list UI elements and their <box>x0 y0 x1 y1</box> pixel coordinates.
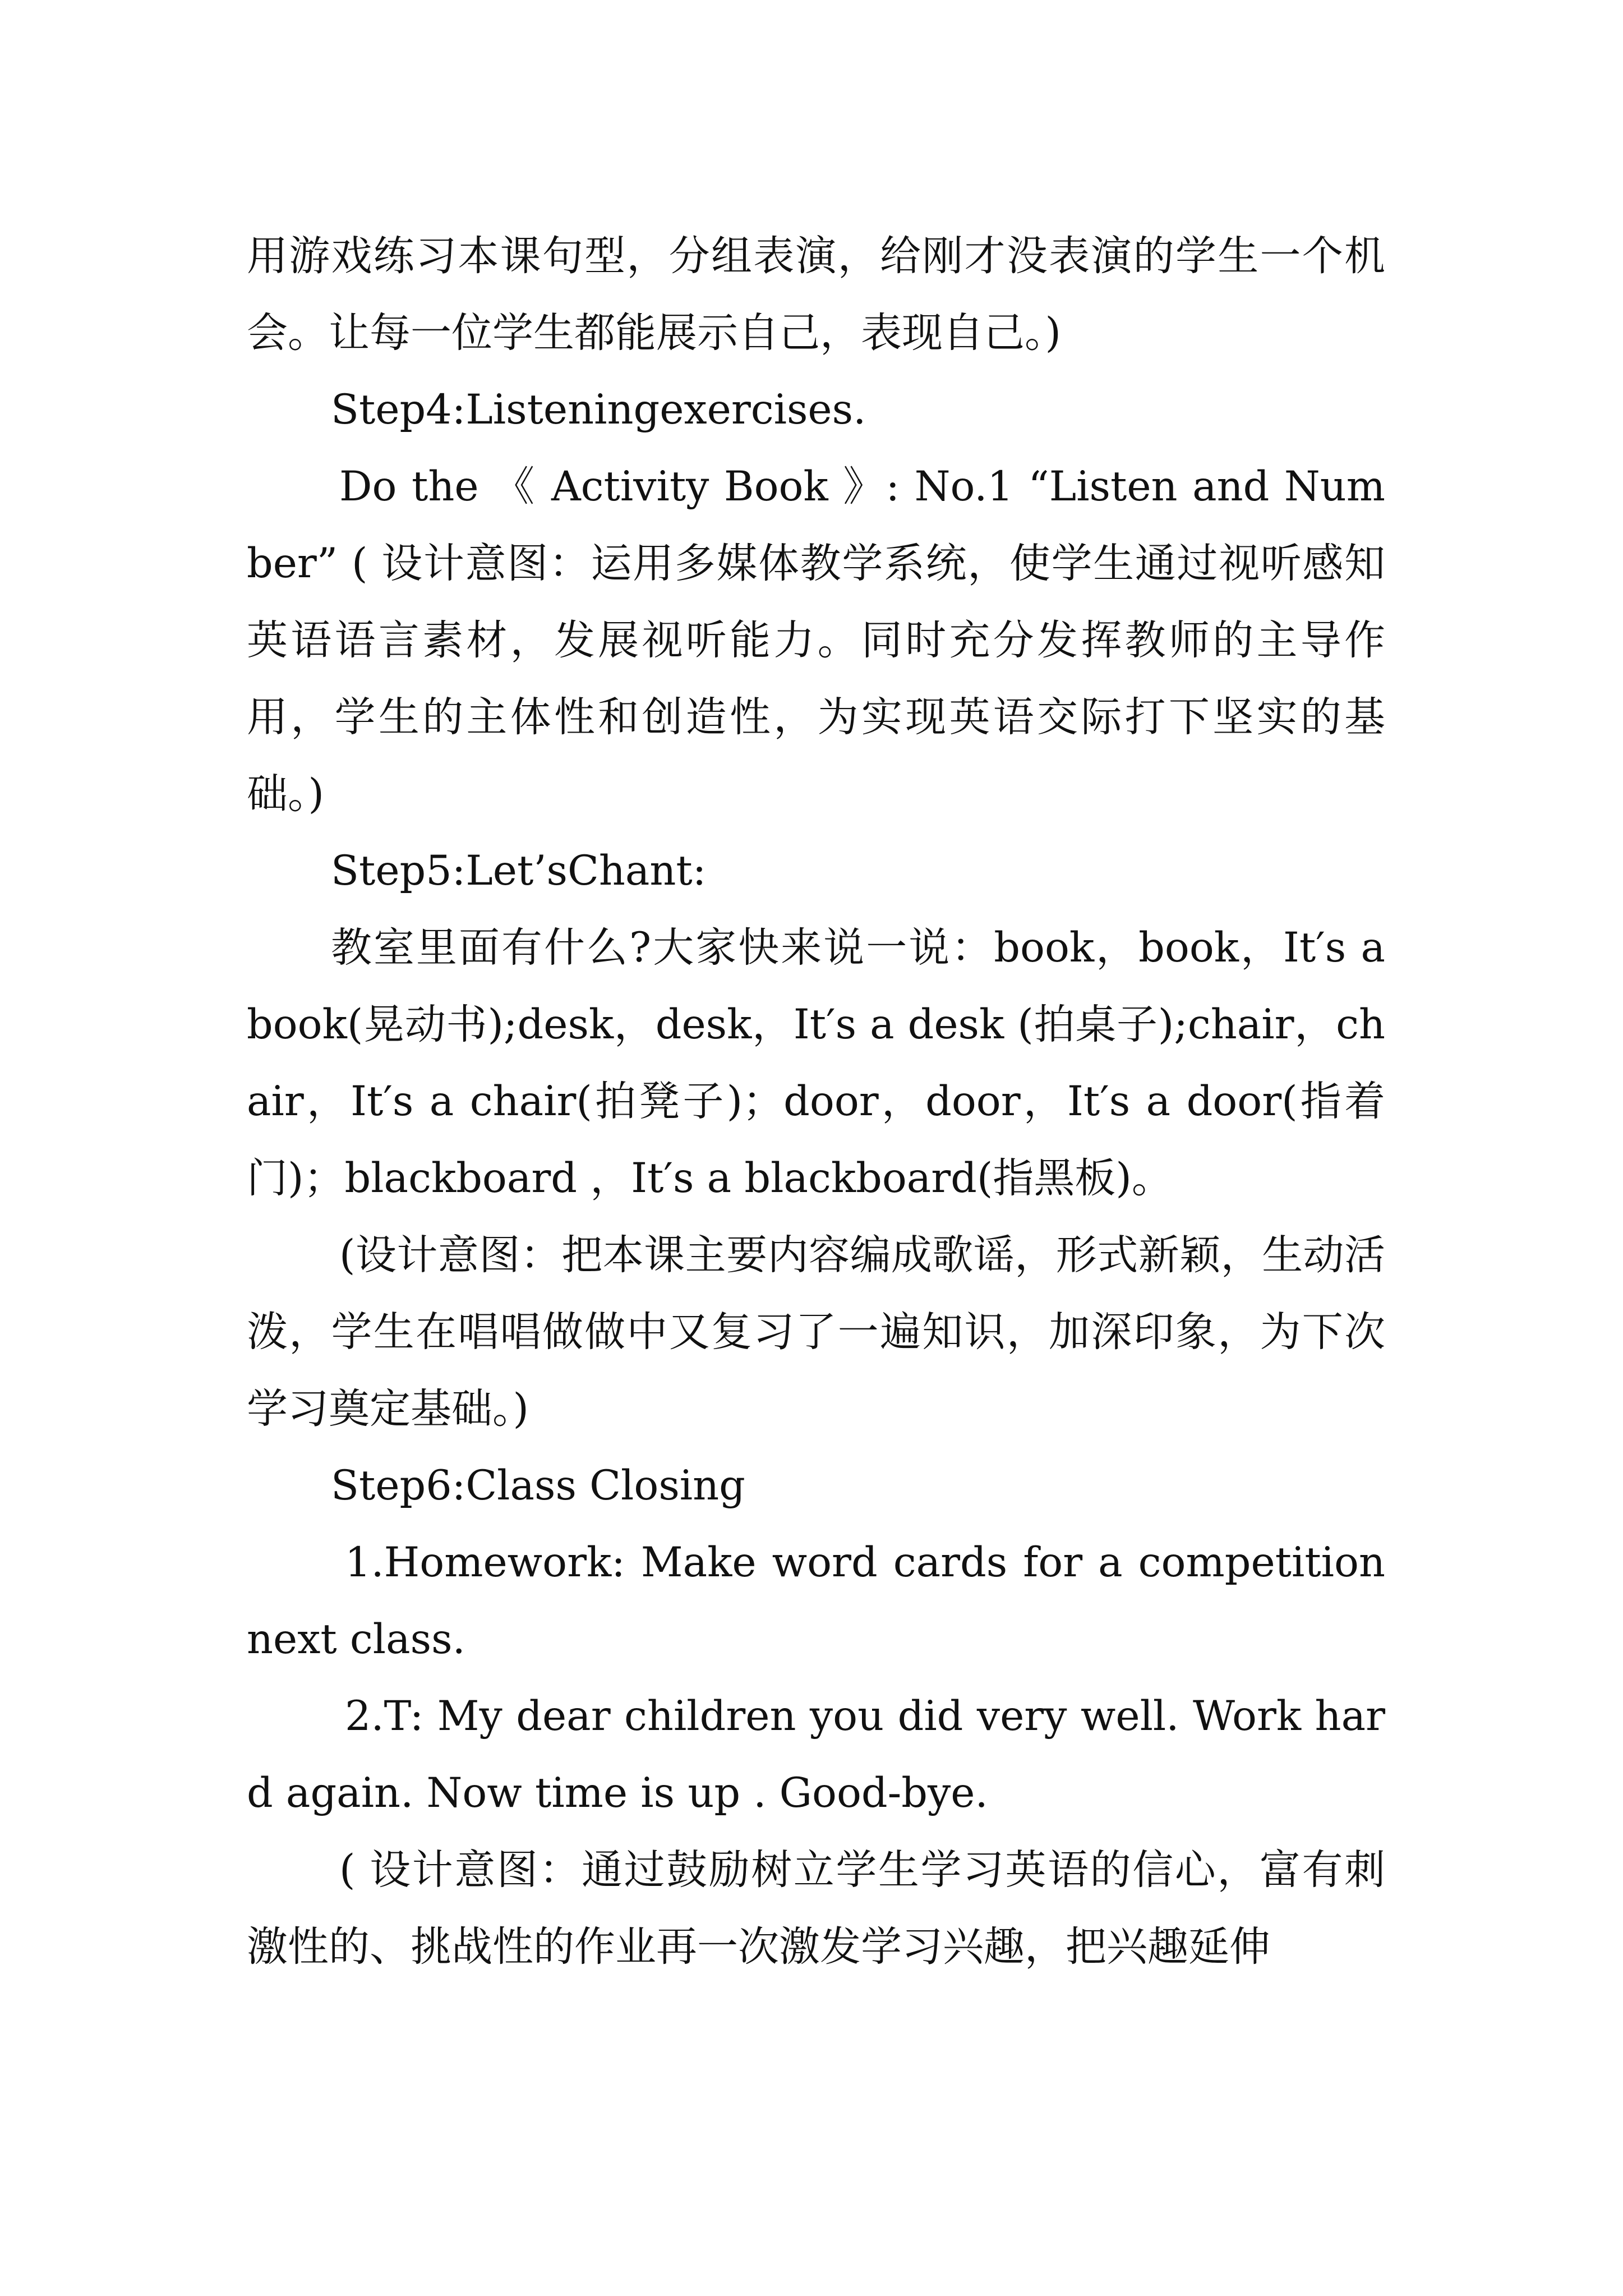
paragraph-chant: 教室里面有什么?大家快来说一说：book，book，It′s a book(晃动书);desk，desk，It′s a desk (拍桌子);chair，chair，It′s a chair(拍凳子)；door，door，It′s a door(指着门)；blackboard ，It′s a blackboard(指黑板)。 <box>247 924 1385 1202</box>
paragraph-closing-design: ( 设计意图：通过鼓励树立学生学习英语的信心，富有刺激性的、挑战性的作业再一次激发学习兴趣，把兴趣延伸 <box>247 1846 1385 1971</box>
paragraph-homework: 1.Homework: Make word cards for a competition next class. <box>247 1539 1385 1663</box>
document-body <box>247 218 1385 1985</box>
paragraph-chant-design: (设计意图：把本课主要内容编成歌谣，形式新颖，生动活泼，学生在唱唱做做中又复习了一遍知识，加深印象，为下次学习奠定基础。) <box>247 1231 1385 1433</box>
heading-step4: Step4:Listeningexercises. <box>331 386 866 434</box>
heading-step6: Step6:Class Closing <box>331 1462 745 1510</box>
paragraph-activity-book: Do the 《 Activity Book 》: No.1 “Listen and Number” ( 设计意图：运用多媒体教学系统，使学生通过视听感知英语语言素材，发展视听能力。同时充分发挥教师的主导作用，学生的主体性和创造性，为实现英语交际打下坚实的基础。) <box>247 463 1385 818</box>
heading-step5: Step5:Let’sChant: <box>331 847 707 895</box>
paragraph-game-practice: 用游戏练习本课句型，分组表演，给刚才没表演的学生一个机会。让每一位学生都能展示自己，表现自己。) <box>247 232 1385 357</box>
paragraph-teacher-closing: 2.T: My dear children you did very well. Work hard again. Now time is up . Good-bye. <box>247 1692 1385 1817</box>
